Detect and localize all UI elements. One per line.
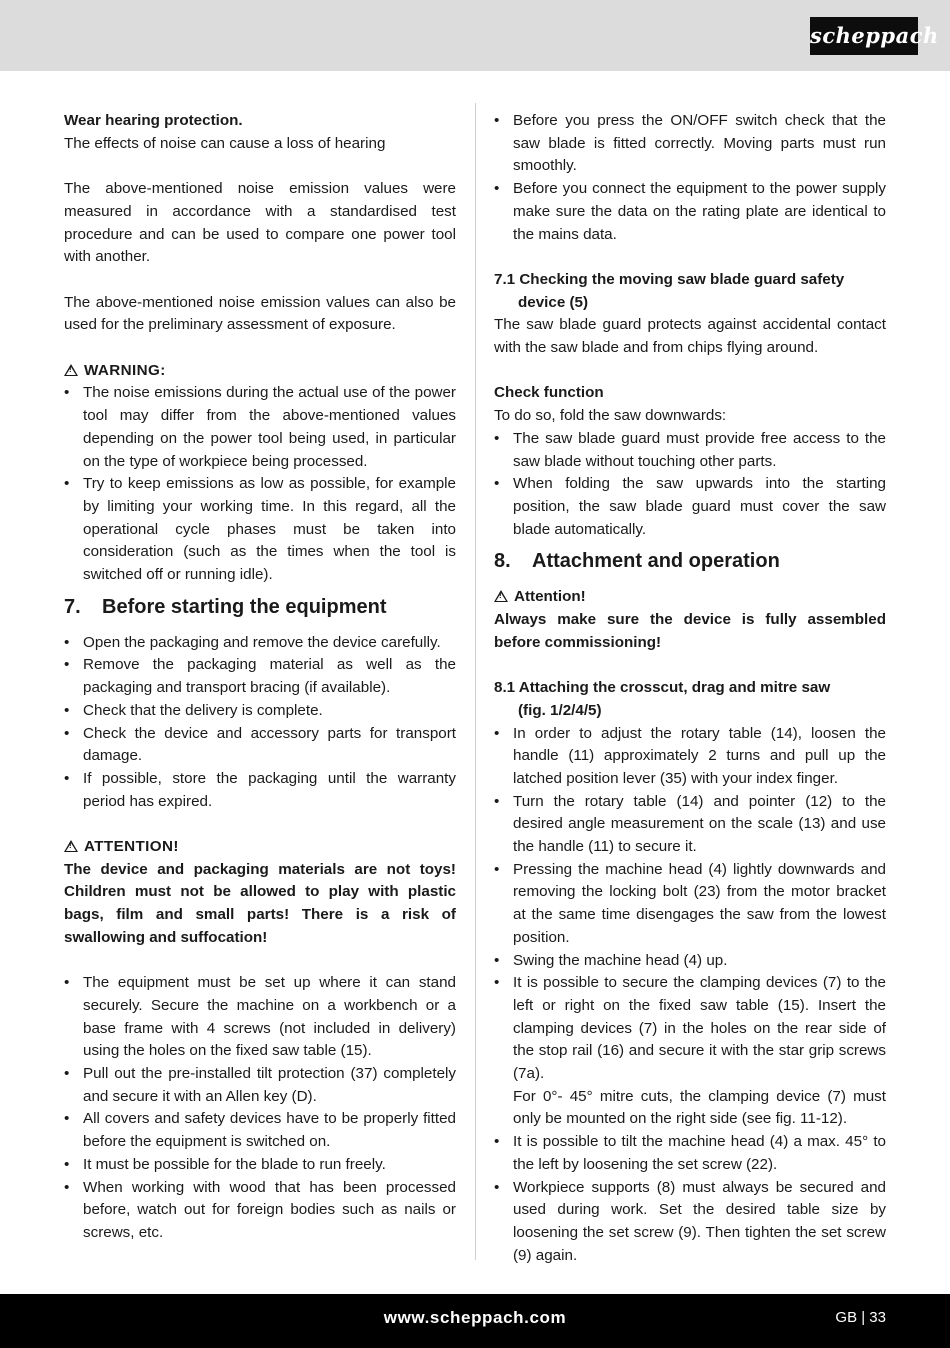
list-item: • Workpiece supports (8) must always be secured and used during work. Set the desired table size by loosening the set screw (9). Then tighten the set screw (9) again. [494,1177,886,1268]
page-number: GB | 33 [835,1309,886,1326]
warning-triangle-icon [64,364,78,376]
subsection-8-1-list [494,723,886,1086]
noise-paragraph-1: The above-mentioned noise emission values were measured in accordance with a standardised test procedure and can be used to compare one power tool with another. [64,180,456,266]
list-item: • Check that the delivery is complete. [64,700,456,723]
hearing-protection-title: Wear hearing protection. [64,112,243,129]
list-item: • Before you connect the equipment to the power supply make sure the data on the rating plate are identical to the mains data. [494,178,886,246]
brand-logo: scheppach [810,17,918,55]
attention-heading [494,586,886,609]
warning-triangle-icon [494,590,508,602]
right-column [494,110,886,1267]
list-item: • It is possible to tilt the machine head (4) a max. 45° to the left by loosening the set screw (22). [494,1131,886,1176]
list-item: • The equipment must be set up where it can stand securely. Secure the machine on a workbench or a base frame with 4 screws (not included in delivery) using the holes on the fixed saw table (15). [64,972,456,1063]
setup-list [64,972,456,1244]
subsection-8-1-list-2 [494,1131,886,1267]
top-list [494,110,886,246]
header-band [0,0,950,71]
attention-label: Attention! [514,588,586,606]
list-item: • Pull out the pre-installed tilt protection (37) completely and secure it with an Allen key (D). [64,1063,456,1108]
subsection-7-1-title: 7.1 Checking the moving saw blade guard safety [494,270,845,288]
footer-url: www.scheppach.com [383,1308,567,1327]
list-item: • All covers and safety devices have to be properly fitted before the equipment is switched on. [64,1108,456,1153]
list-item: • In order to adjust the rotary table (14), loosen the handle (11) approximately 2 turns and pull up the latched position lever (35) with your index finger. [494,723,886,791]
footer-bar [0,1294,950,1348]
subsection-7-1-title-cont: device (5) [518,293,589,311]
list-item: • Try to keep emissions as low as possible, for example by limiting your working time. In this regard, all the operational cycle phases must be taken into consideration (such as the times when the tool is switched off or running idle). [64,473,456,587]
list-item: • Pressing the machine head (4) lightly downwards and removing the locking bolt (23) from the motor bracket at the same time disengages the saw from the lowest position. [494,859,886,950]
warning-heading [64,360,456,383]
list-item: • The noise emissions during the actual use of the power tool may differ from the above-mentioned values depending on the power tool being used, in particular on the type of workpiece being processed. [64,382,456,473]
list-item: • It must be possible for the blade to run freely. [64,1154,456,1177]
warning-label: WARNING: [84,361,166,379]
section-7-heading [64,595,456,619]
mitre-cut-note: For 0°- 45° mitre cuts, the clamping device (7) must only be mounted on the right side (see fig. 11-12). [513,1087,886,1128]
subsection-8-1-title-cont: (fig. 1/2/4/5) [518,701,602,719]
warning-triangle-icon [64,840,78,852]
section-title: Attachment and operation [532,550,780,573]
list-item: • Before you press the ON/OFF switch check that the saw blade is fitted correctly. Moving parts must run smoothly. [494,110,886,178]
hearing-protection-text: The effects of noise can cause a loss of hearing [64,134,386,152]
list-item: • Check the device and accessory parts for transport damage. [64,723,456,768]
list-item: • The saw blade guard must provide free access to the saw blade without touching other parts. [494,428,886,473]
list-item: • When working with wood that has been processed before, watch out for foreign bodies such as nails or screws, etc. [64,1177,456,1245]
column-divider [475,103,476,1260]
list-item: • Swing the machine head (4) up. [494,950,886,973]
check-function-title: Check function [494,384,604,402]
list-item: • Open the packaging and remove the device carefully. [64,632,456,655]
check-list [494,428,886,542]
subsection-7-1-text: The saw blade guard protects against accidental contact with the saw blade and from chips flying around. [494,316,886,357]
attention-text: Always make sure the device is fully assembled before commissioning! [494,611,886,651]
noise-paragraph-2: The above-mentioned noise emission values can also be used for the preliminary assessment of exposure. [64,293,456,334]
attention-text: The device and packaging materials are not toys! Children must not be allowed to play with plastic bags, film and small parts! There is a risk of swallowing and suffocation! [64,860,456,946]
section-8-heading [494,549,886,573]
list-item: • Remove the packaging material as well as the packaging and transport bracing (if available). [64,654,456,699]
list-item: • When folding the saw upwards into the starting position, the saw blade guard must cover the saw blade automatically. [494,473,886,541]
list-item: • It is possible to secure the clamping devices (7) to the left or right on the fixed saw table (15). Insert the clamping devices (7) in the holes on the rear side of the stop rail (16) and secure it with the star grip screws (7a). [494,972,886,1086]
attention-heading [64,836,456,859]
list-item: • If possible, store the packaging until the warranty period has expired. [64,768,456,813]
section-7-list [64,632,456,814]
section-title: Before starting the equipment [102,595,387,618]
section-number: 7. [64,595,81,618]
check-function-intro: To do so, fold the saw downwards: [494,407,727,425]
left-column [64,110,456,1245]
list-item: • Turn the rotary table (14) and pointer (12) to the desired angle measurement on the scale (13) and use the handle (11) to secure it. [494,791,886,859]
section-number: 8. [494,550,511,573]
warning-list [64,382,456,586]
subsection-8-1-title: 8.1 Attaching the crosscut, drag and mitre saw [494,679,831,697]
attention-label: ATTENTION! [84,838,179,856]
